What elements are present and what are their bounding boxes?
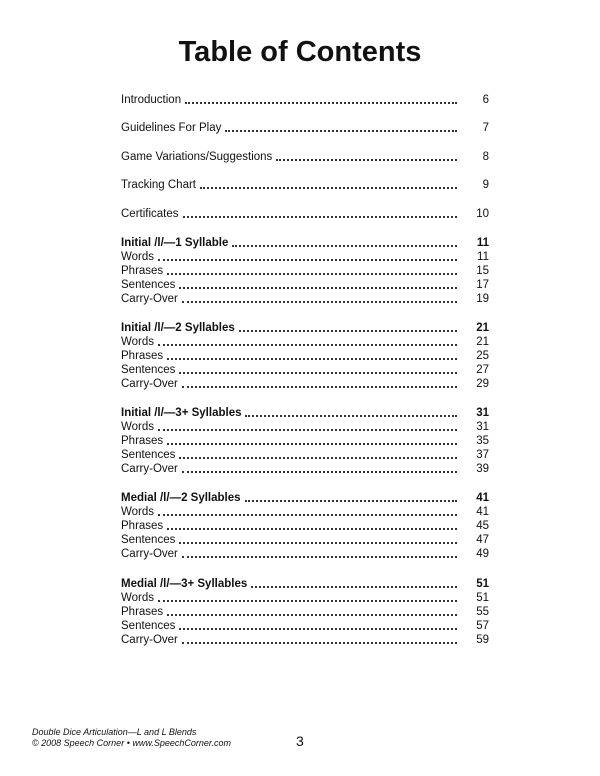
dot-leader	[225, 130, 457, 132]
toc-entry-label: Words	[121, 506, 155, 518]
toc-entry-label: Words	[121, 421, 155, 433]
toc-entry	[121, 633, 489, 647]
footer-copyright: © 2008 Speech Corner • www.SpeechCorner.com	[32, 738, 232, 748]
toc-entry-label: Carry-Over	[121, 463, 178, 475]
dot-leader	[158, 600, 457, 602]
toc-entry-label: Words	[121, 592, 155, 604]
toc-entry	[121, 178, 489, 192]
toc-entry-page: 31	[476, 407, 489, 419]
dot-leader	[182, 471, 457, 473]
toc-entry-page: 49	[476, 548, 489, 560]
toc-entry	[121, 150, 489, 164]
toc-section-heading	[121, 321, 489, 335]
dot-leader	[167, 358, 457, 360]
toc-entry	[121, 519, 489, 533]
toc-entry-label: Medial /l/—3+ Syllables	[121, 578, 248, 590]
toc-entry-label: Sentences	[121, 279, 176, 291]
toc-entry-label: Medial /l/—2 Syllables	[121, 492, 241, 504]
dot-leader	[158, 429, 457, 431]
dot-leader	[167, 273, 457, 275]
toc-entry-label: Initial /l/—3+ Syllables	[121, 407, 242, 419]
toc-entry-label: Phrases	[121, 350, 164, 362]
toc-entry	[121, 292, 489, 306]
toc-entry-label: Words	[121, 336, 155, 348]
toc-entry	[121, 93, 489, 107]
toc-entry	[121, 547, 489, 561]
dot-leader	[251, 586, 457, 588]
toc-entry-label: Phrases	[121, 265, 164, 277]
toc-section-heading	[121, 236, 489, 250]
toc-entry-page: 11	[476, 237, 489, 249]
toc-entry	[121, 434, 489, 448]
dot-leader	[158, 344, 457, 346]
toc-entry	[121, 533, 489, 547]
page-title: Table of Contents	[178, 36, 422, 68]
toc-entry	[121, 462, 489, 476]
dot-leader	[179, 372, 457, 374]
toc-entry	[121, 278, 489, 292]
dot-leader	[200, 187, 457, 189]
toc-entry-label: Certificates	[121, 208, 179, 220]
dot-leader	[239, 330, 457, 332]
toc-entry	[121, 605, 489, 619]
dot-leader	[158, 514, 457, 516]
toc-entry-page: 27	[476, 364, 489, 376]
toc-entry-label: Phrases	[121, 520, 164, 532]
toc-entry-page: 8	[482, 151, 489, 163]
toc-entry-label: Carry-Over	[121, 378, 178, 390]
toc-entry-page: 9	[482, 179, 489, 191]
toc-entry	[121, 121, 489, 135]
toc-entry-label: Words	[121, 251, 155, 263]
toc-entry-label: Sentences	[121, 534, 176, 546]
toc-entry-label: Initial /l/—1 Syllable	[121, 237, 229, 249]
dot-leader	[276, 159, 457, 161]
toc-entry-page: 51	[476, 592, 489, 604]
toc-entry-page: 37	[476, 449, 489, 461]
toc-entry-page: 55	[476, 606, 489, 618]
toc-entry-page: 25	[476, 350, 489, 362]
toc-entry-page: 29	[476, 378, 489, 390]
toc-entry-page: 35	[476, 435, 489, 447]
toc-entry-label: Game Variations/Suggestions	[121, 151, 273, 163]
toc-entry-page: 41	[476, 506, 489, 518]
toc-entry	[121, 505, 489, 519]
dot-leader	[158, 259, 457, 261]
toc-entry-page: 45	[476, 520, 489, 532]
toc-entry-page: 57	[476, 620, 489, 632]
dot-leader	[182, 386, 457, 388]
dot-leader	[167, 614, 457, 616]
toc-entry-label: Sentences	[121, 449, 176, 461]
toc-entry-page: 11	[477, 251, 489, 263]
toc-entry	[121, 264, 489, 278]
dot-leader	[179, 628, 457, 630]
toc-section-heading	[121, 406, 489, 420]
footer-book-title: Double Dice Articulation—L and L Blends	[32, 727, 197, 737]
toc-entry	[121, 420, 489, 434]
toc-entry-label: Sentences	[121, 620, 176, 632]
toc-entry-page: 47	[476, 534, 489, 546]
toc-entry-page: 19	[476, 293, 489, 305]
footer	[32, 727, 231, 749]
toc-entry-label: Introduction	[121, 94, 182, 106]
toc-entry-page: 7	[482, 122, 489, 134]
toc-entry-label: Carry-Over	[121, 293, 178, 305]
toc-section-heading	[121, 577, 489, 591]
toc-entry-label: Initial /l/—2 Syllables	[121, 322, 235, 334]
toc-entry	[121, 349, 489, 363]
dot-leader	[167, 443, 457, 445]
toc-section-heading	[121, 491, 489, 505]
toc-entry	[121, 591, 489, 605]
toc-entry-page: 39	[476, 463, 489, 475]
toc-entry-label: Phrases	[121, 435, 164, 447]
toc-entry	[121, 335, 489, 349]
toc-entry-label: Guidelines For Play	[121, 122, 222, 134]
toc-entry-page: 10	[476, 208, 489, 220]
toc-entry-label: Tracking Chart	[121, 179, 196, 191]
toc-entry	[121, 448, 489, 462]
toc-entry-label: Sentences	[121, 364, 176, 376]
toc-entry	[121, 377, 489, 391]
toc-entry	[121, 207, 489, 221]
toc-entry-page: 59	[476, 634, 489, 646]
dot-leader	[182, 301, 457, 303]
dot-leader	[185, 102, 457, 104]
page-number: 3	[296, 733, 304, 749]
dot-leader	[179, 287, 457, 289]
dot-leader	[167, 528, 457, 530]
toc-entry-page: 6	[482, 94, 489, 106]
dot-leader	[182, 642, 457, 644]
toc-entry-page: 21	[476, 322, 489, 334]
toc-entry-page: 31	[476, 421, 489, 433]
dot-leader	[179, 457, 457, 459]
dot-leader	[232, 245, 457, 247]
toc-entry-label: Carry-Over	[121, 634, 178, 646]
dot-leader	[183, 216, 457, 218]
toc-entry	[121, 363, 489, 377]
dot-leader	[245, 415, 457, 417]
dot-leader	[179, 542, 457, 544]
toc-entry-label: Phrases	[121, 606, 164, 618]
toc-entry	[121, 619, 489, 633]
toc-entry-label: Carry-Over	[121, 548, 178, 560]
toc-entry-page: 21	[476, 336, 489, 348]
dot-leader	[245, 500, 457, 502]
toc-entry-page: 51	[476, 578, 489, 590]
toc-entry-page: 17	[476, 279, 489, 291]
dot-leader	[182, 556, 457, 558]
toc-entry	[121, 250, 489, 264]
toc-entry-page: 15	[476, 265, 489, 277]
toc-entry-page: 41	[476, 492, 489, 504]
